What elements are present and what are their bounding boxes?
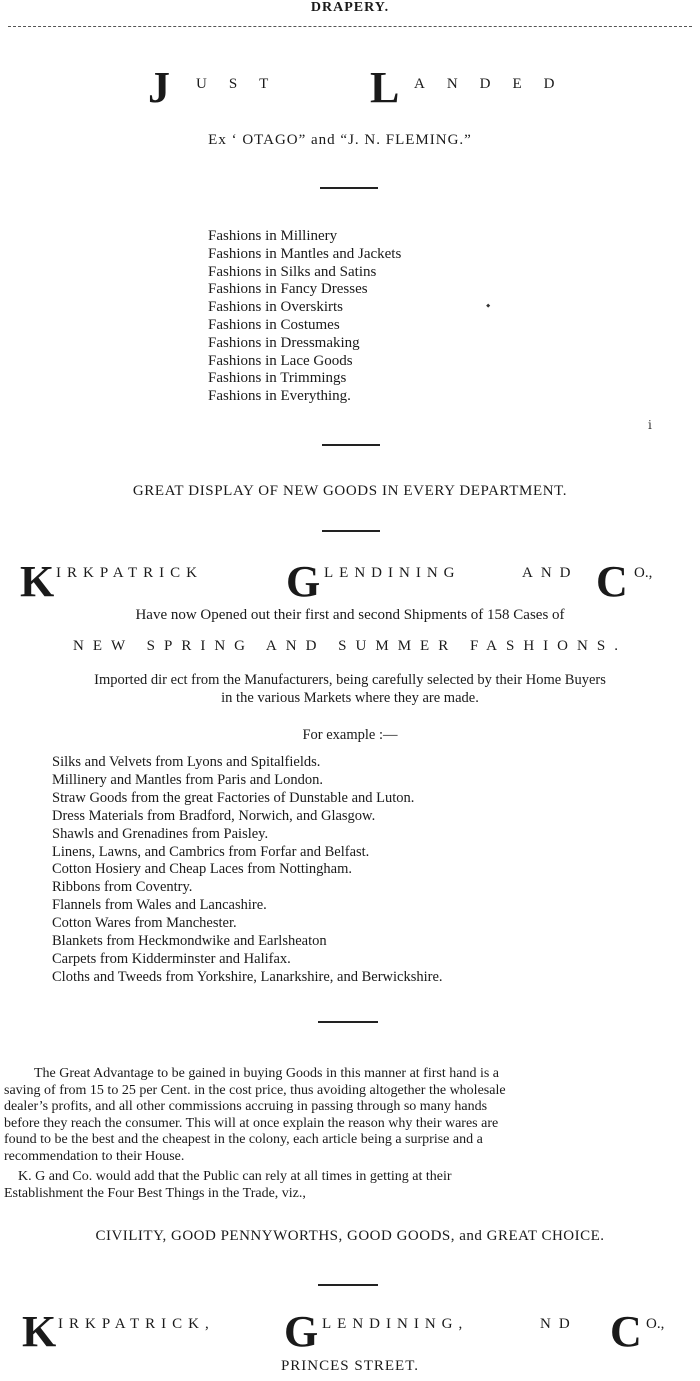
examples-list (52, 754, 443, 987)
firm-c-rest: O., (634, 565, 653, 581)
list-item: Ribbons from Coventry. (52, 879, 193, 896)
ink-speck: ⅰ (648, 418, 652, 432)
list-item: Cloths and Tweeds from Yorkshire, Lanarkshire, and Berwickshire. (52, 968, 443, 985)
paragraph-line: Establishment the Four Best Things in the Trade, viz., (4, 1185, 306, 1201)
great-display-heading: GREAT DISPLAY OF NEW GOODS IN EVERY DEPARTMENT. (132, 483, 568, 499)
list-item: Carpets from Kidderminster and Halifax. (52, 950, 291, 967)
firm-name-top (0, 556, 700, 606)
firm-g-initial: G (284, 1307, 319, 1356)
new-spring-heading: NEW SPRING AND SUMMER FASHIONS. (73, 638, 627, 654)
ink-speck: ⬩ (486, 298, 491, 312)
list-item: Straw Goods from the great Factories of Dunstable and Luton. (52, 789, 415, 806)
paragraph-line: saving of from 15 to 25 per Cent. in the cost price, thus avoiding altogether the wholesale (4, 1082, 506, 1098)
list-item: Cotton Wares from Manchester. (52, 915, 237, 932)
firm-c-initial: C (610, 1307, 642, 1356)
divider-dash (322, 444, 380, 446)
list-item: Fashions in Lace Goods (208, 352, 353, 369)
list-item: Fashions in Fancy Dresses (208, 281, 368, 298)
list-item: Millinery and Mantles from Paris and London. (52, 771, 324, 788)
paragraph-line: found to be the best and the cheapest in the colony, each article being a surprise and a (4, 1132, 483, 1147)
list-item: Fashions in Silks and Satins (208, 263, 377, 280)
landed-initial: L (370, 63, 400, 112)
firm-g-rest: LENDINING (324, 565, 461, 581)
firm-and: AND (522, 565, 579, 581)
firm-k-rest: IRKPATRICK, (58, 1316, 215, 1332)
address-line: PRINCES STREET. (280, 1358, 420, 1374)
list-item: Blankets from Heckmondwike and Earlsheaton (52, 933, 327, 950)
firm-g-initial: G (286, 557, 321, 606)
firm-and: ND (540, 1316, 578, 1332)
list-item: Fashions in Dressmaking (208, 334, 360, 351)
shipments-line: Have now Opened out their first and second Shipments of 158 Cases of (135, 607, 565, 623)
ship-subtitle: Ex ‘ OTAGO” and “J. N. FLEMING.” (208, 132, 472, 148)
landed-rest: ANDED (414, 76, 577, 92)
top-divider (8, 26, 692, 27)
list-item: Shawls and Grenadines from Paisley. (52, 825, 269, 842)
paragraph-line: dealer’s profits, and all other commissions accruing in passing through so many hands (4, 1099, 488, 1114)
advantage-paragraph (4, 1066, 696, 1165)
just-initial: J (148, 63, 170, 112)
fashions-list (208, 228, 401, 406)
imported-line-2: in the various Markets where they are made. (221, 690, 479, 706)
list-item: Fashions in Costumes (208, 316, 340, 333)
divider-dash (322, 530, 380, 532)
divider-dash (318, 1021, 378, 1023)
just-rest: UST (196, 76, 291, 92)
firm-name-bottom (0, 1306, 700, 1356)
firm-c-rest: O., (646, 1316, 665, 1332)
list-item: Fashions in Mantles and Jackets (208, 245, 402, 262)
divider-dash (318, 1284, 378, 1286)
firm-g-rest: LENDINING, (322, 1316, 469, 1332)
list-item: Linens, Lawns, and Cambrics from Forfar and Belfast. (52, 843, 370, 860)
divider-dash (320, 187, 378, 189)
list-item: Fashions in Overskirts (208, 299, 343, 316)
firm-k-rest: IRKPATRICK (56, 565, 203, 581)
list-item: Flannels from Wales and Lancashire. (52, 897, 267, 914)
paragraph-line: recommendation to their House. (4, 1148, 185, 1164)
imported-line-1: Imported dir ect from the Manufacturers, being carefully selected by their Home Buyers (94, 672, 606, 688)
list-item: Fashions in Trimmings (208, 370, 347, 387)
firm-k-initial: K (22, 1307, 57, 1356)
list-item: Dress Materials from Bradford, Norwich, and Glasgow. (52, 807, 376, 824)
list-item: Fashions in Millinery (208, 228, 338, 244)
list-item: Fashions in Everything. (208, 388, 351, 405)
kg-note-paragraph (4, 1169, 696, 1202)
paragraph-line: K. G and Co. would add that the Public can rely at all times in getting at their (18, 1169, 452, 1184)
firm-c-initial: C (596, 557, 628, 606)
firm-k-initial: K (20, 557, 55, 606)
list-item: Cotton Hosiery and Cheap Laces from Nottingham. (52, 861, 353, 878)
list-item: Silks and Velvets from Lyons and Spitalfields. (52, 754, 321, 770)
section-header: DRAPERY. (310, 0, 390, 15)
for-example-label: For example :— (302, 727, 398, 743)
paragraph-line: The Great Advantage to be gained in buying Goods in this manner at first hand is a (34, 1066, 500, 1081)
paragraph-line: before they reach the consumer. This will at once explain the reason why their wares are (4, 1115, 499, 1131)
civility-line: CIVILITY, GOOD PENNYWORTHS, GOOD GOODS, and GREAT CHOICE. (95, 1228, 605, 1244)
